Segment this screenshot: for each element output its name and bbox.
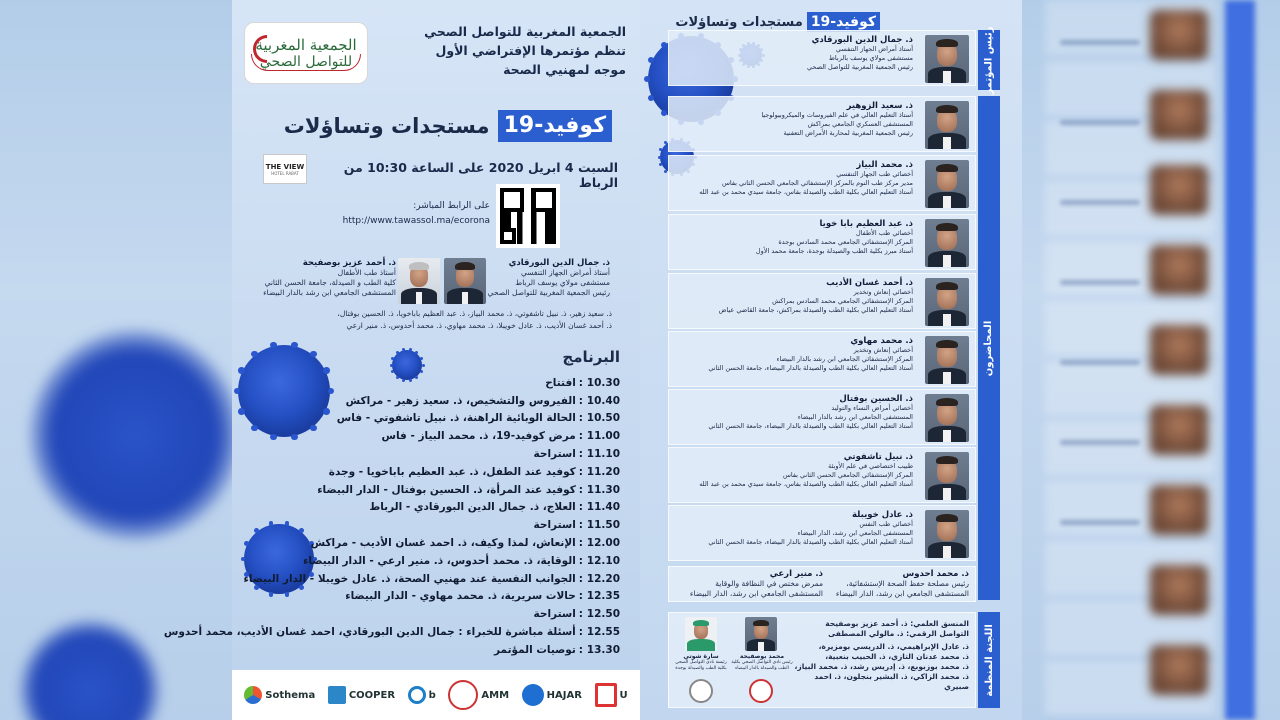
speaker-name: ذ. سعيد الزوهير xyxy=(846,101,913,111)
sponsor-name: HAJAR xyxy=(546,689,582,701)
chair-left-info xyxy=(486,258,610,298)
label-speakers-text: المحاضرون xyxy=(983,320,995,376)
blurred-photo xyxy=(1150,485,1208,535)
label-organizing-text: اللجنة المنظمة xyxy=(983,623,995,697)
blurred-text xyxy=(1060,440,1140,445)
program-separator: : xyxy=(578,608,583,621)
program-time: 10.40 xyxy=(586,394,620,407)
chair-line: أستاذ أمراض الجهاز التنفسي xyxy=(520,268,610,277)
program-time: 12.50 xyxy=(586,608,620,621)
program-time: 12.10 xyxy=(586,554,620,567)
program-time: 10.30 xyxy=(586,376,620,389)
program-separator: : xyxy=(578,626,583,639)
program-separator: : xyxy=(578,537,583,550)
sponsor-logo xyxy=(595,683,628,707)
speaker-card xyxy=(668,214,976,270)
program-separator: : xyxy=(578,465,583,478)
program-row xyxy=(243,570,620,588)
blurred-photo xyxy=(1150,325,1208,375)
venue-logo-text: THE VIEW xyxy=(265,162,305,171)
speaker-text xyxy=(673,278,913,315)
speaker-line: رئيس الجمعية المغربية للتواصل الصحي xyxy=(806,63,913,71)
virus-spike xyxy=(648,57,654,63)
chair-name: ذ. جمال الدين البورقادي xyxy=(508,258,610,268)
speaker-card xyxy=(668,155,976,211)
program-time: 11.30 xyxy=(586,483,620,496)
org-photo xyxy=(685,617,717,651)
virus-spike xyxy=(270,342,276,348)
virus-spike xyxy=(396,351,399,354)
right-title-badge: كوفيد-19 xyxy=(807,12,880,32)
speaker-left xyxy=(675,569,823,599)
blurred-photo xyxy=(1150,10,1208,60)
virus-spike xyxy=(254,528,259,533)
virus-spike xyxy=(251,351,257,357)
virus-spike xyxy=(422,364,425,367)
program-item: العلاج، ذ. جمال الدين البورقادي - الرباط xyxy=(369,501,576,514)
virus-spike xyxy=(234,388,240,394)
speaker-card xyxy=(668,447,976,503)
blurred-text xyxy=(1060,280,1140,285)
program-title: البرنامج xyxy=(562,348,620,366)
amm-seal-icon xyxy=(448,680,478,710)
speaker-line: المستشفى العسكري الجامعي بمراكش xyxy=(807,120,913,128)
program-time: 12.35 xyxy=(586,590,620,603)
virus-spike xyxy=(659,148,662,151)
blurred-photo xyxy=(1150,405,1208,455)
speaker-text xyxy=(673,101,913,138)
organizing-committee xyxy=(668,612,976,708)
b-logo-icon xyxy=(408,686,426,704)
speaker-photo xyxy=(925,394,969,442)
speaker-line: طبيب اختصاصي في علم الأوبئة xyxy=(828,462,913,470)
speaker-line: أستاذ التعليم العالي بكلية الطب والصيدلة بالدار البيضاء، جامعة الحسن الثاني xyxy=(708,422,913,430)
virus-spike xyxy=(659,163,662,166)
virus-spike xyxy=(391,370,394,373)
speaker-line: المستشفى الجامعي ابن رشد، الدار البيضاء xyxy=(797,529,913,537)
program-time: 11.00 xyxy=(586,430,620,443)
program-time: 11.20 xyxy=(586,465,620,478)
speaker-line: المركز الإستشفائي الجامعي الحسن الثاني بفاس xyxy=(782,471,913,479)
speaker-line: مستشفى مولاي يوسف بالرباط xyxy=(828,54,913,62)
speaker-line: أستاذ التعليم العالي بكلية الطب والصيدلة بفاس، جامعة سيدي محمد بن عبد الله xyxy=(699,480,913,488)
org-person-name: محمد بوصفيحة xyxy=(739,653,785,660)
venue-logo-sub: HOTEL RABAT xyxy=(271,170,299,176)
speaker-name: ذ. عادل خويبلة xyxy=(852,510,913,520)
speaker-line: المركز الإستشفائي الجامعي محمد السادس بمراكش xyxy=(772,297,913,305)
chair-line: مستشفى مولاي يوسف الرباط xyxy=(515,278,610,287)
program-item: الفيروس والتشخيص، ذ. سعيد زهير - مراكش xyxy=(345,394,576,407)
program-row xyxy=(262,374,620,392)
speaker-line: المركز الإستشفائي الجامعي ابن رشد بالدار البيضاء xyxy=(776,355,913,363)
speaker-line: مدير مركز طب النوم بالمركز الإستشفائي الجامعي الحسن الثاني بفاس xyxy=(721,179,913,187)
speaker-text xyxy=(673,452,913,489)
speakers-line: ذ. أحمد غسان الأديب، ذ. عادل خويبلا، ذ. محمد مهاوي، ذ. محمد أحدوس، ذ. منير ارعي xyxy=(346,321,612,330)
speaker-line: أستاذ التعليم العالي بكلية الطب والصيدلة بالدار البيضاء، جامعة الحسن الثاني xyxy=(708,538,913,546)
speaker-name: ذ. نبيل تاشفوتي xyxy=(843,452,913,462)
sponsor-name: COOPER xyxy=(348,689,396,701)
speaker-line: أستاذ التعليم العالي بكلية الطب والصيدلة بالدار البيضاء، جامعة الحسن الثاني xyxy=(708,364,913,372)
speaker-name: ذ. محمد احدوس xyxy=(902,569,969,579)
sponsor-logo xyxy=(328,686,395,704)
virus-spike xyxy=(391,357,394,360)
virus-spike xyxy=(420,357,423,360)
org-person-sub: رئيس نادي التواصل الصحي بكلية الطب والصيدلة بالدار البيضاء xyxy=(731,660,793,671)
chair-line: المستشفى الجامعي ابن رشد بالدار البيضاء xyxy=(263,288,396,297)
speaker-card xyxy=(668,331,976,387)
virus-spike xyxy=(664,170,667,173)
sponsor-logo xyxy=(448,680,509,710)
blurred-text xyxy=(1060,120,1140,125)
association-logo xyxy=(244,22,368,84)
program-separator: : xyxy=(578,572,583,585)
blurred-photo xyxy=(1150,165,1208,215)
speaker-photo xyxy=(925,35,969,83)
speaker-line: المركز الإستشفائي الجامعي محمد السادس بوجدة xyxy=(778,238,913,246)
virus-spike xyxy=(244,541,249,546)
program-separator: : xyxy=(578,412,583,425)
program-row xyxy=(262,641,620,659)
speaker-text xyxy=(673,510,913,547)
speaker-line: أخصائي إنعاش وتخدير xyxy=(853,346,913,354)
virus-spike xyxy=(664,141,667,144)
program-separator: : xyxy=(578,430,583,443)
speaker-card xyxy=(668,273,976,329)
title-rest: مستجدات وتساؤلات xyxy=(283,114,490,138)
program-time: 12.55 xyxy=(586,626,620,639)
blurred-photo xyxy=(1150,565,1208,615)
blurred-photo xyxy=(1150,90,1208,140)
club-logo-icon xyxy=(749,679,773,703)
virus-spike xyxy=(323,367,329,373)
program-separator: : xyxy=(578,448,583,461)
program-separator: : xyxy=(578,519,583,532)
sponsor-logo xyxy=(522,684,582,706)
speaker-card xyxy=(668,30,976,86)
speaker-name: ذ. محمد مهاوي xyxy=(850,336,913,346)
program-time: 11.40 xyxy=(586,501,620,514)
blurred-text xyxy=(1060,520,1140,525)
speakers-line: ذ. سعيد زهير، ذ. نبيل تاشفوتي، ذ. محمد البياز، ذ. عبد العظيم باباخويا، ذ. الحسين بوفتال، xyxy=(337,309,612,318)
program-item: كوفيد عند المرأة، ذ. الحسين بوفتال - الدار البيضاء xyxy=(317,483,576,496)
speaker-line: أخصائي طب الأطفال xyxy=(855,229,913,237)
poster-title xyxy=(262,108,612,144)
virus-spike xyxy=(238,367,244,373)
speaker-name: ذ. الحسين بوفتال xyxy=(839,394,913,404)
org-line: ذ. محمد الزاكي، ذ. البشير بنجلون، ذ. احمد صبيري xyxy=(814,672,969,691)
sponsor-name: U xyxy=(619,689,628,701)
program-time: 12.00 xyxy=(586,537,620,550)
program-separator: : xyxy=(578,376,583,389)
speaker-line: رئيس الجمعية المغربية لمحاربة الأمراض التعفنية xyxy=(783,129,913,137)
program-row xyxy=(262,481,620,499)
program-time: 12.20 xyxy=(586,572,620,585)
speaker-line: المستشفى الجامعي ابن رشد، الدار البيضاء xyxy=(835,589,969,598)
chair-line: كلية الطب و الصيدلة، جامعة الحسن الثاني xyxy=(264,278,396,287)
program-row xyxy=(262,499,620,517)
speaker-line: أستاذ مبرز بكلية الطب والصيدلة بوجدة، جامعة محمد الأول xyxy=(755,247,913,255)
program-item: توصيات المؤتمر xyxy=(494,643,576,656)
speaker-line: أخصائي طب الجهاز التنفسي xyxy=(836,170,913,178)
speaker-line: أستاذ أمراض الجهاز التنفسي xyxy=(835,45,913,53)
speaker-line: أخصائي طب النفس xyxy=(859,520,913,528)
sponsor-name: AMM xyxy=(481,689,510,701)
chair-line: رئيس الجمعية المغربية للتواصل الصحي xyxy=(487,288,610,297)
sponsor-name: b xyxy=(428,689,436,701)
speaker-photo xyxy=(925,101,969,149)
speaker-photo xyxy=(925,336,969,384)
chair-photo xyxy=(398,258,440,304)
program-time: 13.30 xyxy=(586,643,620,656)
speaker-text xyxy=(673,35,913,72)
speaker-photo xyxy=(925,278,969,326)
program-item: استراحة xyxy=(533,608,576,621)
program-item: الحالة الوبائية الراهنة، ذ. نبيل تاشفوتي - فاس xyxy=(336,412,576,425)
chair-name: ذ. أحمد عزيز بوصفيحة xyxy=(302,258,396,268)
program-row xyxy=(262,552,620,570)
sponsor-logo xyxy=(244,686,315,704)
header-line: موجه لمهنيي الصحة xyxy=(503,62,626,77)
virus-spike xyxy=(254,585,259,590)
program-row xyxy=(262,445,620,463)
event-date: السبت 4 ابريل 2020 على الساعة 10:30 من الرباط xyxy=(343,160,618,190)
speaker-card xyxy=(668,505,976,561)
speaker-photo xyxy=(925,219,969,267)
org-person xyxy=(671,653,731,672)
program-item: الإنعاش، لمذا وكيف، ذ. احمد غسان الأديب - مراكش xyxy=(310,537,576,550)
venue-logo xyxy=(263,154,307,184)
speaker-card-pair xyxy=(668,566,976,602)
speaker-name: ذ. منير ارعي xyxy=(769,569,823,579)
label-speakers xyxy=(978,96,1000,600)
program-separator: : xyxy=(578,501,583,514)
club-logo-icon xyxy=(689,679,713,703)
speaker-text xyxy=(673,394,913,431)
live-link-label: على الرابط المباشر: xyxy=(413,201,490,211)
speaker-line: أستاذ التعليم العالي بكلية الطب والصيدلة بمراكش، جامعة القاضي عياض xyxy=(718,306,913,314)
blurred-blue-strip xyxy=(1225,0,1255,720)
program-row xyxy=(262,463,620,481)
program-item: الوقاية، ذ. محمد أحدوس، ذ. منير ارعي - الدار البيضاء xyxy=(303,554,576,567)
org-line: ذ. عادل الإبراهيمي، ذ. الدريسي بومزيرة، xyxy=(818,642,969,651)
org-photo xyxy=(745,617,777,651)
virus-spike xyxy=(251,425,257,431)
sponsor-name: Sothema xyxy=(265,689,316,701)
org-line: ذ. محمد بوزبوبع، ذ. إدريس رشد، ذ. محمد البياز، xyxy=(794,662,969,671)
label-president-text: رئيس المؤتمر xyxy=(983,25,995,95)
speaker-name: ذ. محمد البياز xyxy=(856,160,913,170)
program-item: حالات سريرية، ذ. محمد مهاوي - الدار البيضاء xyxy=(345,590,576,603)
program-item: الجوانب النفسية عند مهنيي الصحة، ذ. عادل خويبلا - الدار البيضاء xyxy=(243,572,576,585)
program-row xyxy=(262,410,620,428)
program-time: 11.10 xyxy=(586,448,620,461)
program-separator: : xyxy=(578,643,583,656)
speaker-line: أستاذ التعليم العالي بكلية الطب والصيدلة بفاس، جامعة سيدي محمد بن عبد الله xyxy=(699,188,913,196)
program-item: افتتاح xyxy=(545,376,576,389)
virus-spike xyxy=(238,408,244,414)
header-line: الجمعية المغربية للتواصل الصحي xyxy=(424,24,626,39)
chair-photo xyxy=(444,258,486,304)
speakers-list xyxy=(262,308,612,332)
program-row xyxy=(262,588,620,606)
program-item: أسئلة مباشرة للخبراء : جمال الدين البورقادي، احمد غسان الأديب، محمد أحدوس xyxy=(163,626,576,639)
header-line: تنظم مؤتمرها الإفتراضي الأول xyxy=(435,43,626,58)
virus-spike xyxy=(658,156,661,159)
virus-spike xyxy=(241,557,246,562)
program-row xyxy=(262,605,620,623)
speaker-card xyxy=(668,96,976,152)
virus-spike xyxy=(390,364,393,367)
org-line: ذ. محمد عدنان التازي، ذ. الحبيب بنعبية، xyxy=(825,652,969,661)
program-row xyxy=(262,392,620,410)
blurred-photo xyxy=(1150,245,1208,295)
sothema-icon xyxy=(244,686,262,704)
virus-spike xyxy=(291,342,297,348)
program-item: استراحة xyxy=(533,448,576,461)
live-link-url[interactable]: http://www.tawassol.ma/ecorona xyxy=(342,216,490,226)
program-row xyxy=(163,623,620,641)
speaker-line: رئيس مصلحة حفظ الصحة الإستشفائية، xyxy=(846,579,969,588)
program-separator: : xyxy=(578,554,583,567)
virus-spike xyxy=(661,42,667,48)
virus-spike xyxy=(409,348,412,351)
virus-spike xyxy=(644,76,650,82)
sponsors-bar xyxy=(232,670,640,720)
speaker-name: ذ. أحمد غسان الأديب xyxy=(826,278,913,288)
speaker-line: المستشفى الجامعي ابن رشد، الدار البيضاء xyxy=(689,589,823,598)
logo-line2: للتواصل الصحي xyxy=(251,54,361,71)
program-time: 10.50 xyxy=(586,412,620,425)
speaker-card xyxy=(668,389,976,445)
label-organizing xyxy=(978,612,1000,708)
speaker-line: المستشفى الجامعي ابن رشد بالدار البيضاء xyxy=(797,413,913,421)
program-row xyxy=(262,516,620,534)
virus-spike xyxy=(648,95,654,101)
program-item: استراحة xyxy=(533,519,576,532)
blurred-photo xyxy=(1150,645,1208,695)
speaker-photo xyxy=(925,160,969,208)
chair-right-info xyxy=(262,258,396,298)
speaker-photo xyxy=(925,452,969,500)
title-badge: كوفيد-19 xyxy=(498,110,612,142)
speaker-line: أخصائي إنعاش وتخدير xyxy=(853,288,913,296)
blurred-text xyxy=(1060,360,1140,365)
org-person-name: سارة شوتي xyxy=(683,653,719,660)
blurred-virus-decor xyxy=(30,330,240,540)
program-row xyxy=(262,427,620,445)
program-time: 11.50 xyxy=(586,519,620,532)
program-separator: : xyxy=(578,483,583,496)
speaker-line: ممرض مختص في النظافة والوقاية xyxy=(715,579,823,588)
org-person-sub: رئيسة نادي التواصل الصحي بكلية الطب والصيدلة بوجدة xyxy=(675,660,727,671)
header-text xyxy=(378,22,626,79)
speaker-text xyxy=(673,219,913,256)
speaker-text xyxy=(673,336,913,373)
sponsor-logo xyxy=(408,686,436,704)
right-title-rest: مستجدات وتساؤلات xyxy=(675,14,803,30)
virus-spike xyxy=(402,348,405,351)
org-line: المنسق العلمي: ذ. أحمد عزيز بوصفيحة xyxy=(825,619,969,628)
blurred-text xyxy=(1060,40,1140,45)
qr-code-icon[interactable] xyxy=(496,184,560,248)
hajar-icon xyxy=(522,684,544,706)
speaker-line: أخصائي أمراض النساء والتوليد xyxy=(831,404,913,412)
org-lines xyxy=(789,619,969,692)
program-item: كوفيد عند الطفل، ذ. عبد العظيم باباخويا - وجدة xyxy=(328,465,576,478)
speaker-line: أستاذ التعليم العالي في علم الفيروسات والميكروبيولوجيا xyxy=(761,111,913,119)
label-president xyxy=(978,25,1000,95)
program-item: مرض كوفيد-19، ذ. محمد البياز - فاس xyxy=(381,430,576,443)
program-list xyxy=(163,374,620,659)
speaker-photo xyxy=(925,510,969,558)
blurred-text xyxy=(1060,200,1140,205)
speaker-text xyxy=(673,160,913,197)
speaker-right xyxy=(819,569,969,599)
program-separator: : xyxy=(578,590,583,603)
cooper-icon xyxy=(328,686,346,704)
virus-spike xyxy=(310,351,316,357)
university-icon xyxy=(595,683,617,707)
virus-spike xyxy=(661,110,667,116)
org-person xyxy=(731,653,793,672)
program-separator: : xyxy=(578,394,583,407)
logo-line1: الجمعية المغربية xyxy=(255,35,357,54)
speaker-name: ذ. عبد العظيم بابا خويا xyxy=(819,219,913,229)
speaker-name: ذ. جمال الدين البورقادي xyxy=(811,35,913,45)
org-line: التواصل الرقمي: ذ. مالولي المصطفى xyxy=(828,629,969,638)
program-row xyxy=(262,534,620,552)
chair-line: أستاذ طب الأطفال xyxy=(337,268,396,277)
